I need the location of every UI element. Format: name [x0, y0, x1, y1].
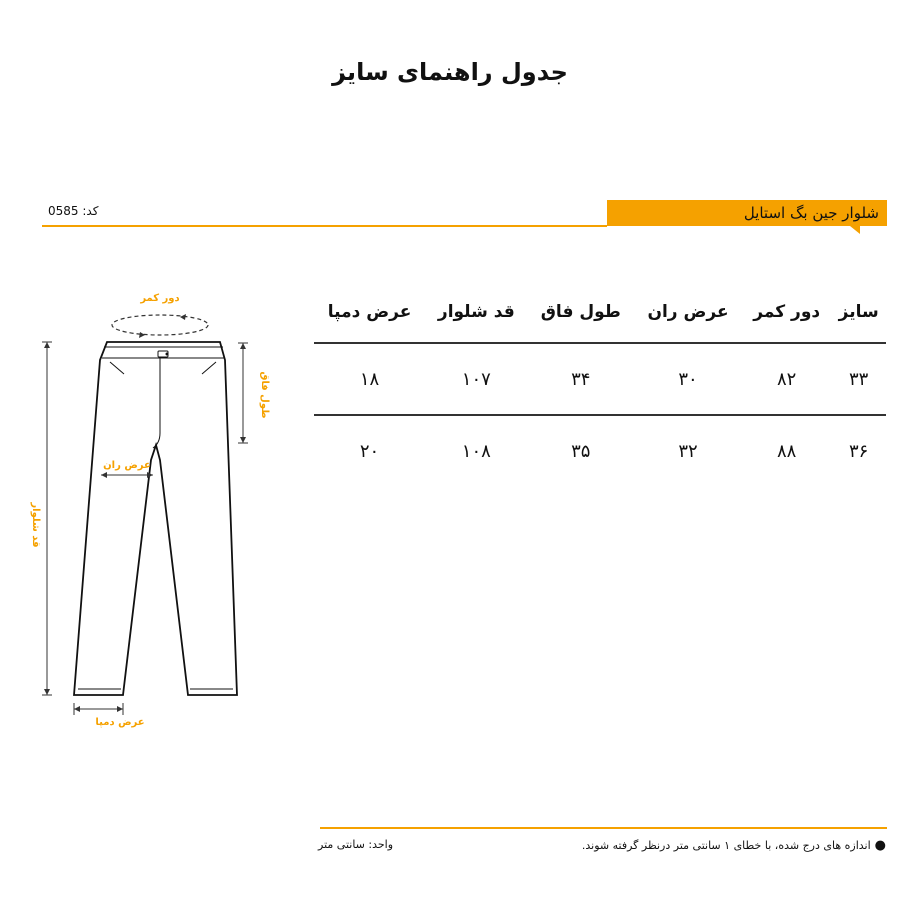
table-cell: ۱۰۸	[461, 440, 491, 462]
waist-label: دور کمر	[140, 293, 180, 304]
table-row	[314, 343, 886, 415]
table-cell: ۸۸	[777, 440, 797, 462]
table-cell: ۳۵	[571, 440, 591, 462]
banner-tail	[850, 226, 860, 234]
product-code: کد: 0585	[48, 204, 99, 218]
thigh-label: عرض ران	[103, 460, 151, 471]
hem-label: عرض دمپا	[95, 717, 145, 728]
pants-diagram	[20, 285, 300, 745]
table-cell: ۳۲	[678, 440, 698, 462]
header-size: سایز	[831, 282, 886, 343]
footer-note	[582, 838, 886, 853]
header-divider	[42, 225, 607, 227]
size-table	[314, 282, 886, 486]
waist-arrow-icon	[139, 332, 145, 338]
bullet-icon: ●	[874, 838, 886, 853]
footer-note-text: اندازه های درج شده، با خطای ۱ سانتی متر درنظر گرفته شوند.	[581, 839, 871, 852]
table-cell: ۸۲	[742, 343, 831, 415]
length-label: قد شلوار	[30, 502, 41, 548]
table-cell: ۳۰	[634, 343, 742, 415]
header-length: قد شلوار	[425, 282, 527, 343]
table-cell: ۱۰۷	[425, 343, 527, 415]
table-cell: ۳۴	[527, 343, 634, 415]
rise-label: طول فاق	[259, 371, 270, 419]
product-name-banner	[607, 200, 887, 226]
header-hem: عرض دمپا	[314, 282, 425, 343]
header-thigh: عرض ران	[634, 282, 742, 343]
table-row	[314, 415, 886, 486]
waist-ellipse	[112, 315, 208, 335]
product-name: شلوار جین بگ استایل	[743, 204, 879, 222]
waist-arrow-icon	[180, 314, 186, 320]
page-title: جدول راهنمای سایز	[332, 58, 568, 86]
table-cell: ۳۶	[849, 440, 869, 462]
unit-label: واحد: سانتی متر	[318, 838, 394, 851]
table-cell: ۲۰	[359, 440, 380, 462]
table-header-row	[314, 282, 886, 343]
header-waist: دور کمر	[742, 282, 831, 343]
pants-outline	[74, 342, 237, 695]
table-cell: ۳۳	[831, 343, 886, 415]
table-cell: ۱۸	[314, 343, 425, 415]
header-rise: طول فاق	[527, 282, 634, 343]
footer-divider	[320, 827, 887, 829]
